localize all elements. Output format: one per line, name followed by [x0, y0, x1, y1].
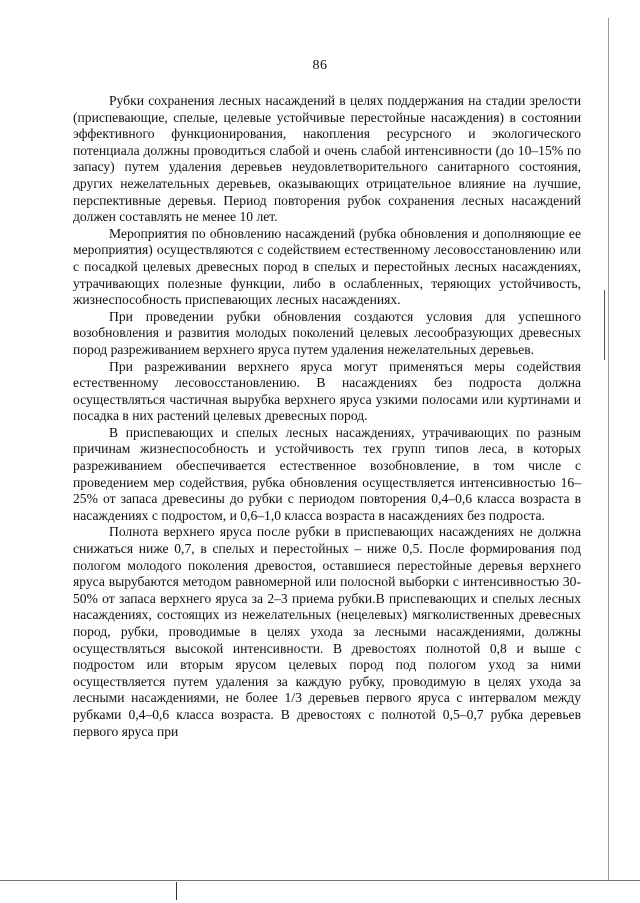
paragraph: Рубки сохранения лесных насаждений в целях поддержания на стадии зрелости (приспевающие, спелые, целевые устойчивые перестойные насаждения) в состоянии эффективного функционирования, накопления ресурсного и экологического потенциала должны проводиться слабой и очень слабой интенсивности (до 10–15% по запасу) путем удаления деревьев неудовлетворительного санитарного состояния, других нежелательных деревьев, оказывающих отрицательное влияние на лучшие, перспективные деревья. Период повторения рубок сохранения лесных насаждений должен составлять не менее 10 лет.: [73, 93, 581, 225]
scan-tick-mark: [176, 882, 177, 900]
paragraph: Полнота верхнего яруса после рубки в приспевающих насаждениях не должна снижаться ниже 0,7, в спелых и перестойных – ниже 0,5. После формирования под пологом молодого поколения древостоя, оставшиеся перестойные деревья верхнего яруса вырубаются методом равномерной или полосной выборки с интенсивностью 30-50% от запаса верхнего яруса за 2–3 приема рубки.В приспевающих и спелых лесных насаждениях, состоящих из нежелательных (нецелевых) мягколиственных древесных пород, рубки, проводимые в целях ухода за лесными насаждениями, должны осуществляться высокой интенсивности. В древостоях полнотой 0,8 и выше с подростом или вторым ярусом целевых пород под пологом уход за ними осуществляется путем удаления за каждую рубку, проводимую в целях ухода за лесными насаждениями, не более 1/3 деревьев первого яруса с интервалом между рубками 0,4–0,6 класса возраста. В древостоях с полнотой 0,5–0,7 рубка деревьев первого яруса при: [73, 524, 581, 739]
scan-edge-bottom: [0, 880, 640, 881]
paragraph: Мероприятия по обновлению насаждений (рубка обновления и дополняющие ее мероприятия) осуществляются с содействием естественному лесовосстановлению или с посадкой целевых древесных пород в спелых и перестойных лесных насаждениях, утрачивающих полезные функции, либо в ослабленных, теряющих устойчивость, жизнеспособность приспевающих лесных насаждениях.: [73, 225, 581, 308]
document-body: [73, 93, 581, 740]
paragraph: В приспевающих и спелых лесных насаждениях, утрачивающих по разным причинам жизнеспособность и устойчивость тех групп типов леса, в которых разреживанием обеспечивается естественное возобновление, в том числе с проведением мер содействия, рубка обновления осуществляется интенсивностью 16–25% от запаса древесины до рубки с периодом повторения 0,4–0,6 класса возраста в насаждениях с подростом, и 0,6–1,0 класса возраста в насаждениях без подроста.: [73, 424, 581, 523]
scan-edge-mark: [604, 290, 605, 360]
page-number: 86: [312, 58, 328, 73]
scan-edge-right: [608, 18, 609, 880]
paragraph: При разреживании верхнего яруса могут применяться меры содействия естественному лесовосстановлению. В насаждениях без подроста должна осуществляться частичная вырубка верхнего яруса узкими полосами или куртинами и посадка в них растений целевых древесных пород.: [73, 358, 581, 424]
paragraph: При проведении рубки обновления создаются условия для успешного возобновления и развития молодых поколений целевых лесообразующих древесных пород разреживанием верхнего яруса путем удаления нежелательных деревьев.: [73, 308, 581, 357]
